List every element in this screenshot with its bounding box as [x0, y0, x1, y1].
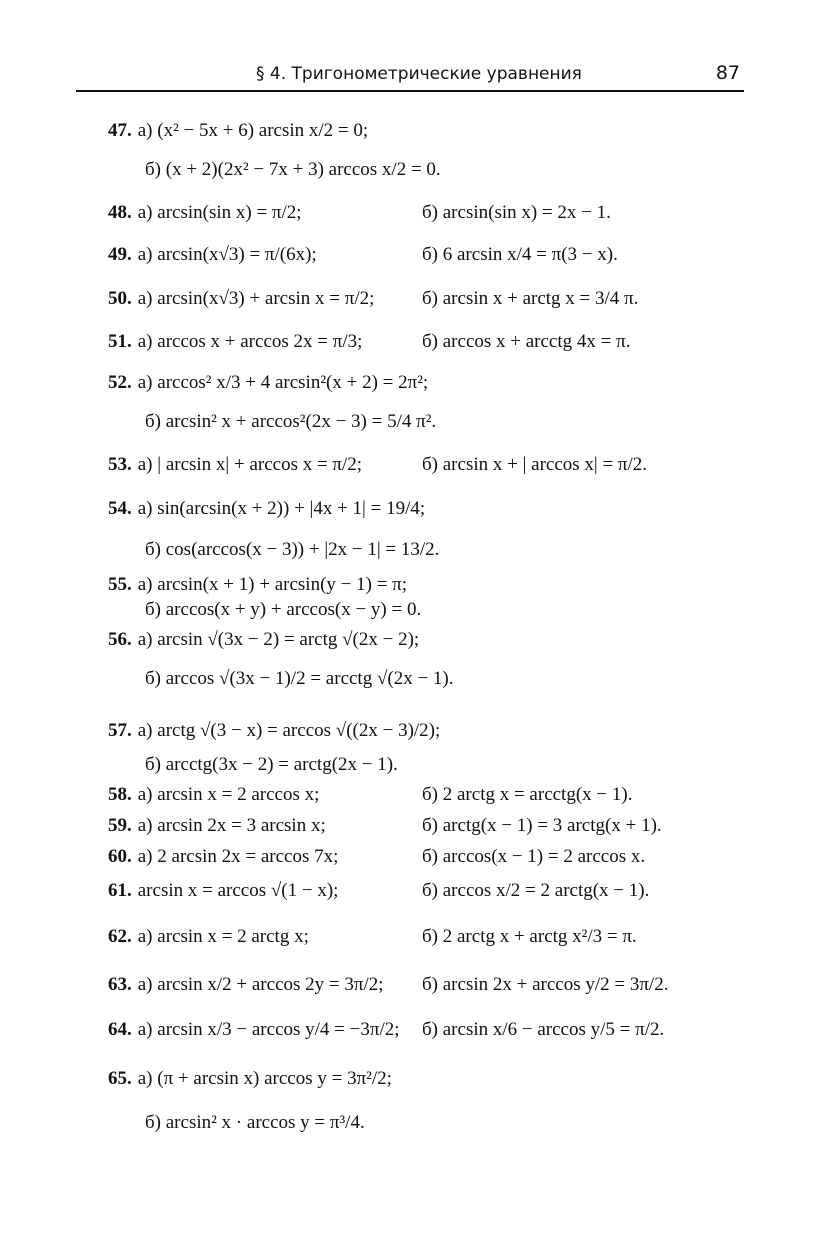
- problem-number: 55.: [108, 574, 132, 595]
- problem-number: 49.: [108, 244, 132, 265]
- problem-a: а) arcsin x/2 + arccos 2y = 3π/2;: [137, 974, 384, 995]
- problem-number: 47.: [108, 120, 132, 141]
- problem-65-b: [145, 1108, 365, 1138]
- problem-49: [108, 240, 317, 270]
- problem-47: [108, 116, 368, 146]
- problem-number: 64.: [108, 1019, 132, 1040]
- problem-number: 53.: [108, 454, 132, 475]
- problem-a: а) arcsin(x√3) = π/(6x);: [137, 244, 317, 265]
- problem-57: [108, 716, 440, 746]
- problem-number: 61.: [108, 880, 132, 901]
- problem-64: [108, 1015, 400, 1045]
- problem-a: а) arctg √(3 − x) = arccos √((2x − 3)/2);: [137, 720, 441, 741]
- problem-50-b: [422, 284, 638, 314]
- problem-a: а) arcsin x/3 − arccos y/4 = −3π/2;: [137, 1019, 400, 1040]
- problem-a: а) sin(arcsin(x + 2)) + |4x + 1| = 19/4;: [137, 498, 426, 519]
- problem-number: 62.: [108, 926, 132, 947]
- problem-a: а) arcsin x = 2 arccos x;: [137, 784, 320, 805]
- problem-51-b: [422, 327, 630, 357]
- problem-number: 65.: [108, 1068, 132, 1089]
- problem-a: а) arcsin x = 2 arctg x;: [137, 926, 309, 947]
- problem-59: [108, 811, 326, 841]
- problem-number: 59.: [108, 815, 132, 836]
- problem-b: б) arcsin(sin x) = 2x − 1.: [422, 202, 611, 223]
- problem-b: б) arcsin² x + arccos²(2x − 3) = 5/4 π².: [145, 411, 437, 432]
- problem-60-b: [422, 842, 645, 872]
- problem-a: а) (x² − 5x + 6) arcsin x/2 = 0;: [137, 120, 369, 141]
- problem-a: а) (π + arcsin x) arccos y = 3π²/2;: [137, 1068, 392, 1089]
- problem-b: б) arcsin² x · arccos y = π³/4.: [145, 1112, 365, 1133]
- problem-b: б) arccos x + arcctg 4x = π.: [422, 331, 631, 352]
- problem-number: 48.: [108, 202, 132, 223]
- problem-b: б) 2 arctg x = arcctg(x − 1).: [422, 784, 633, 805]
- problem-62: [108, 922, 309, 952]
- problem-number: 50.: [108, 288, 132, 309]
- problem-b: б) 2 arctg x + arctg x²/3 = π.: [422, 926, 637, 947]
- problem-b: б) arcsin x + | arccos x| = π/2.: [422, 454, 648, 475]
- problem-number: 52.: [108, 372, 132, 393]
- problem-51: [108, 327, 362, 357]
- problem-52: [108, 368, 428, 398]
- problem-b: б) arcsin 2x + arccos y/2 = 3π/2.: [422, 974, 669, 995]
- problem-49-b: [422, 240, 618, 270]
- problem-54-b: [145, 535, 439, 565]
- problem-55-b: [145, 595, 421, 625]
- problem-62-b: [422, 922, 637, 952]
- problem-56-b: [145, 664, 454, 694]
- problem-47-b: [145, 155, 441, 185]
- problem-b: б) arccos(x − 1) = 2 arccos x.: [422, 846, 646, 867]
- problem-a: а) arccos x + arccos 2x = π/3;: [137, 331, 363, 352]
- problem-a: а) arcsin 2x = 3 arcsin x;: [137, 815, 326, 836]
- problem-b: б) arctg(x − 1) = 3 arctg(x + 1).: [422, 815, 662, 836]
- problem-b: б) arccos(x + y) + arccos(x − y) = 0.: [145, 599, 422, 620]
- section-title: § 4. Тригонометрические уравнения: [256, 64, 582, 84]
- problem-48-b: [422, 198, 611, 228]
- problem-b: б) arcsin x/6 − arccos y/5 = π/2.: [422, 1019, 665, 1040]
- page-number: 87: [715, 62, 740, 84]
- problem-65: [108, 1064, 392, 1094]
- problem-number: 51.: [108, 331, 132, 352]
- problem-53-b: [422, 450, 647, 480]
- problem-number: 56.: [108, 629, 132, 650]
- problem-a: а) arcsin(sin x) = π/2;: [137, 202, 302, 223]
- problem-50: [108, 284, 374, 314]
- problem-number: 57.: [108, 720, 132, 741]
- problem-52-b: [145, 407, 436, 437]
- problem-61-b: [422, 876, 649, 906]
- problem-59-b: [422, 811, 662, 841]
- problem-a: а) arcsin(x√3) + arcsin x = π/2;: [137, 288, 375, 309]
- running-header: [76, 62, 744, 92]
- problem-61: [108, 876, 338, 906]
- problem-b: б) arcctg(3x − 2) = arctg(2x − 1).: [145, 754, 398, 775]
- problem-53: [108, 450, 362, 480]
- problem-64-b: [422, 1015, 664, 1045]
- problem-a: а) arcsin √(3x − 2) = arctg √(2x − 2);: [137, 629, 420, 650]
- problem-number: 63.: [108, 974, 132, 995]
- problem-a: arcsin x = arccos √(1 − x);: [137, 880, 339, 901]
- problem-58: [108, 780, 319, 810]
- problem-b: б) arcsin x + arctg x = 3/4 π.: [422, 288, 639, 309]
- problem-57-b: [145, 750, 398, 780]
- problem-b: б) arccos x/2 = 2 arctg(x − 1).: [422, 880, 650, 901]
- problem-b: б) cos(arccos(x − 3)) + |2x − 1| = 13/2.: [145, 539, 440, 560]
- problem-a: а) 2 arcsin 2x = arccos 7x;: [137, 846, 339, 867]
- problem-48: [108, 198, 302, 228]
- problem-number: 58.: [108, 784, 132, 805]
- problem-63: [108, 970, 384, 1000]
- problem-63-b: [422, 970, 668, 1000]
- problem-b: б) (x + 2)(2x² − 7x + 3) arccos x/2 = 0.: [145, 159, 441, 180]
- problem-56: [108, 625, 419, 655]
- problem-b: б) 6 arcsin x/4 = π(3 − x).: [422, 244, 618, 265]
- problem-a: а) | arcsin x| + arccos x = π/2;: [137, 454, 363, 475]
- problem-54: [108, 494, 425, 524]
- problem-b: б) arccos √(3x − 1)/2 = arcctg √(2x − 1).: [145, 668, 454, 689]
- problem-number: 54.: [108, 498, 132, 519]
- problem-58-b: [422, 780, 632, 810]
- problem-a: а) arcsin(x + 1) + arcsin(y − 1) = π;: [137, 574, 408, 595]
- problem-number: 60.: [108, 846, 132, 867]
- problem-a: а) arccos² x/3 + 4 arcsin²(x + 2) = 2π²;: [137, 372, 429, 393]
- problem-60: [108, 842, 338, 872]
